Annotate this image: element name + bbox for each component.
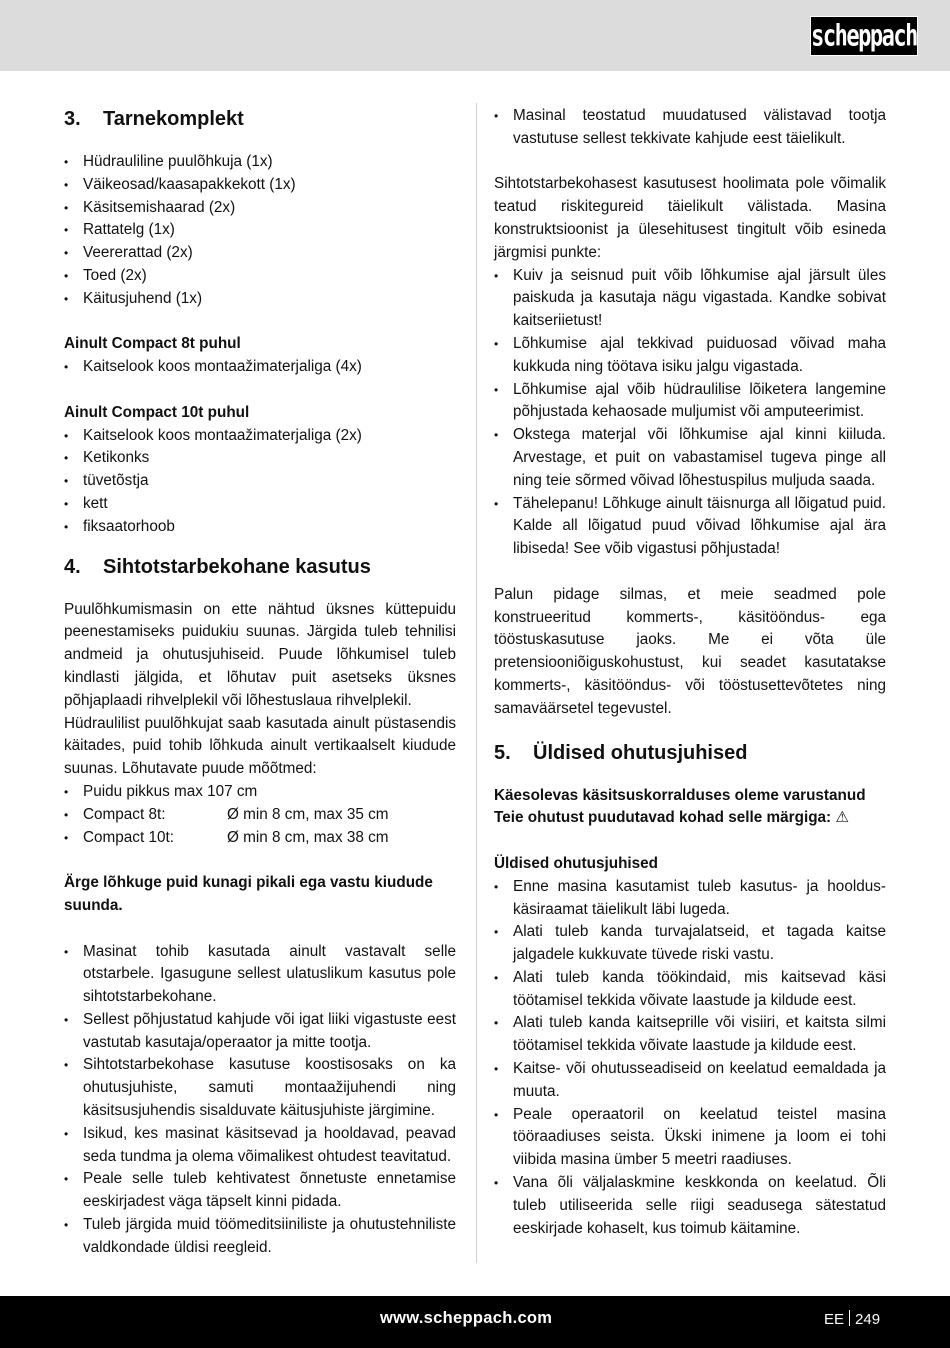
list-item: • Isikud, kes masinat käsitsevad ja hooldavad, peavad seda tundma ja olema võimalikest ohtudest teavitatud. xyxy=(64,1123,456,1169)
dimension-item: • Compact 8t: Ø min 8 cm, max 35 cm xyxy=(64,804,456,827)
list-item: • Sihtotstarbekohase kasutuse koostisosaks on ka ohutusjuhiste, samuti montaažijuhendi ning käsitsusjuhendis sisalduvate käitusjuhiste järgimine. xyxy=(64,1054,456,1122)
compact-8t-list xyxy=(64,356,456,379)
intended-use-paragraph: Hüdraulilist puulõhkujat saab kasutada ainult püstasendis käitades, puid tohib lõhkuda ainult vertikaalselt kiudude suunas. Lõhutavate puude mõõtmed: xyxy=(64,714,456,778)
section-title: Sihtotstarbekohane kasutus xyxy=(103,555,371,578)
logo-text: scheppach xyxy=(811,19,917,53)
right-column xyxy=(494,105,886,1240)
commercial-use-paragraph: Palun pidage silmas, et meie seadmed pole konstrueeritud kommerts-, käsitööndus- ega tööstuskasutuse jaoks. Me ei võta üle pretensiooniõiguskohustust, kui seadet kasutatakse kommerts-, käsitööndus- või tööstusettevõtetes ning samaväärsetel tegevustel. xyxy=(494,585,886,717)
list-item: • Kaitse- või ohutusseadiseid on keelatud eemaldada ja muuta. xyxy=(494,1058,886,1104)
section-4-heading xyxy=(64,553,456,581)
list-item: • Lõhkumise ajal võib hüdraulilise lõiketera langemine põhjustada kehaosade muljumist või amputeerimist. xyxy=(494,379,886,425)
list-item: • Rattatelg (1x) xyxy=(64,219,456,242)
list-item: • Masinal teostatud muudatused välistavad tootja vastutuse sellest tekkivate kahjude eest täielikult. xyxy=(494,105,886,151)
list-item: • Käitusjuhend (1x) xyxy=(64,288,456,311)
general-safety-list xyxy=(494,876,886,1241)
dimensions-list xyxy=(64,781,456,849)
dimension-item: • Puidu pikkus max 107 cm xyxy=(64,781,456,804)
list-item: • Alati tuleb kanda töökindaid, mis kaitsevad käsi töötamisel tekkida võivate laastude ja kildude eest. xyxy=(494,967,886,1013)
residual-risk-list xyxy=(494,265,886,561)
list-item: • tüvetõstja xyxy=(64,470,456,493)
section-5-heading xyxy=(494,739,886,767)
list-item: • Veererattad (2x) xyxy=(64,242,456,265)
section-title: Üldised ohutusjuhised xyxy=(533,741,748,764)
list-item: • Alati tuleb kanda turvajalatseid, et tagada kaitse jalgadele kukkuvate tüvede riski vastu. xyxy=(494,921,886,967)
intended-use-paragraph: Puulõhkumismasin on ette nähtud üksnes küttepuidu peenestamiseks puidukiu suunas. Järgida tuleb tehnilisi andmeid ja ohutusjuhiseid. Puude lõhkumisel tuleb kindlasti jälgida, et lõhutav puit asetseks üksnes põhjaplaadi rihvelplekil või lõhestuslaua rihvelplekil. xyxy=(64,600,456,709)
list-item: • Okstega materjal või lõhkumise ajal kinni kiiluda. Arvestage, et puit on vabastamisel tugeva pinge all ning teie sõrmed võivad lõhestuspilus muljuda saada. xyxy=(494,424,886,492)
compact-10t-list xyxy=(64,425,456,539)
splitting-warning: Ärge lõhkuge puid kunagi pikali ega vastu kiudude suunda. xyxy=(64,874,433,914)
compact-10t-heading: Ainult Compact 10t puhul xyxy=(64,403,250,421)
list-item: • Käsitsemishaarad (2x) xyxy=(64,197,456,220)
page-number: 249 xyxy=(855,1311,881,1328)
section-number: 5. xyxy=(494,741,511,764)
list-item: • Lõhkumise ajal tekkivad puiduosad võivad maha kukkuda ning töötava isiku jalgu vigastada. xyxy=(494,333,886,379)
list-item: • Kuiv ja seisnud puit võib lõhkumise ajal järsult üles paiskuda ja kasutaja nägu vigastada. Kandke sobivat kaitseriietust! xyxy=(494,265,886,333)
dimension-item: • Compact 10t: Ø min 8 cm, max 38 cm xyxy=(64,827,456,850)
page-footer xyxy=(0,1296,950,1348)
list-item: • Tähelepanu! Lõhkuge ainult täisnurga all lõigatud puid. Kalde all lõigatud puud võivad lõhkumise ajal ära libiseda! See võib vigastusi põhjustada! xyxy=(494,493,886,561)
list-item: • Peale selle tuleb kehtivatest õnnetuste ennetamise eeskirjadest väga täpselt kinni pidada. xyxy=(64,1168,456,1214)
section-number: 3. xyxy=(64,108,81,130)
residual-risk-paragraph: Sihtotstarbekohasest kasutusest hoolimata pole võimalik teatud riskitegureid täielikult välistada. Masina konstruktsioonist ja ülesehitusest tingitult võib esineda järgmisi punkte: xyxy=(494,175,886,261)
list-item: • Toed (2x) xyxy=(64,265,456,288)
page-header xyxy=(0,0,950,71)
separator xyxy=(849,1310,850,1326)
list-item: • Vana õli väljalaskmine keskkonda on keelatud. Õli tuleb utiliseerida selle riigi seadusega sätestatud eeskirjade kohaselt, kus toimub käitamine. xyxy=(494,1172,886,1240)
scheppach-logo xyxy=(810,16,918,56)
list-item: • Kaitselook koos montaažimaterjaliga (4x) xyxy=(64,356,456,379)
list-item: • Peale operaatoril on keelatud teistel masina tööraadiuses seista. Ükski inimene ja loom ei tohi viibida masina ümber 5 meetri raadiuses. xyxy=(494,1104,886,1172)
delivery-list xyxy=(64,151,456,311)
column-divider xyxy=(476,103,477,1263)
list-item: • kett xyxy=(64,493,456,516)
list-item: • Hüdrauliline puulõhkuja (1x) xyxy=(64,151,456,174)
list-item: • Alati tuleb kanda kaitseprille või visiiri, et kaitsta silmi töötamisel tekkida võivate laastude ja kildude eest. xyxy=(494,1012,886,1058)
liability-list xyxy=(494,105,886,151)
section-number: 4. xyxy=(64,555,81,578)
list-item: • fiksaatorhoob xyxy=(64,516,456,539)
compact-8t-heading: Ainult Compact 8t puhul xyxy=(64,335,241,353)
list-item: • Ketikonks xyxy=(64,447,456,470)
list-item: • Väikeosad/kaasapakkekott (1x) xyxy=(64,174,456,197)
warning-triangle-icon: ⚠ xyxy=(835,809,850,827)
general-safety-subheading: Üldised ohutusjuhised xyxy=(494,854,659,872)
safety-symbol-intro: Käesolevas käsitsuskorralduses oleme varustanud Teie ohutust puudutavad kohad selle märgiga: ⚠ xyxy=(494,786,866,827)
list-item: • Kaitselook koos montaažimaterjaliga (2x) xyxy=(64,425,456,448)
usage-rules-list xyxy=(64,941,456,1260)
list-item: • Masinat tohib kasutada ainult vastavalt selle otstarbele. Igasugune sellest ulatuslikum kasutus pole sihtotstarbekohane. xyxy=(64,941,456,1009)
section-title: Tarnekomplekt xyxy=(103,108,244,130)
website-link[interactable]: www.scheppach.com xyxy=(380,1309,553,1327)
page-indicator xyxy=(824,1310,880,1328)
list-item: • Sellest põhjustatud kahjude või igat liiki vigastuste eest vastutab kasutaja/operaator ja mitte tootja. xyxy=(64,1009,456,1055)
left-column xyxy=(64,105,456,1260)
list-item: • Enne masina kasutamist tuleb kasutus- ja hoolduskäsiraamat täielikult läbi lugeda. xyxy=(494,876,886,922)
language-code: EE xyxy=(824,1311,845,1328)
list-item: • Tuleb järgida muid töömeditsiiniliste ja ohutustehniliste valdkondade üldisi reegleid. xyxy=(64,1214,456,1260)
section-3-heading xyxy=(64,105,456,133)
